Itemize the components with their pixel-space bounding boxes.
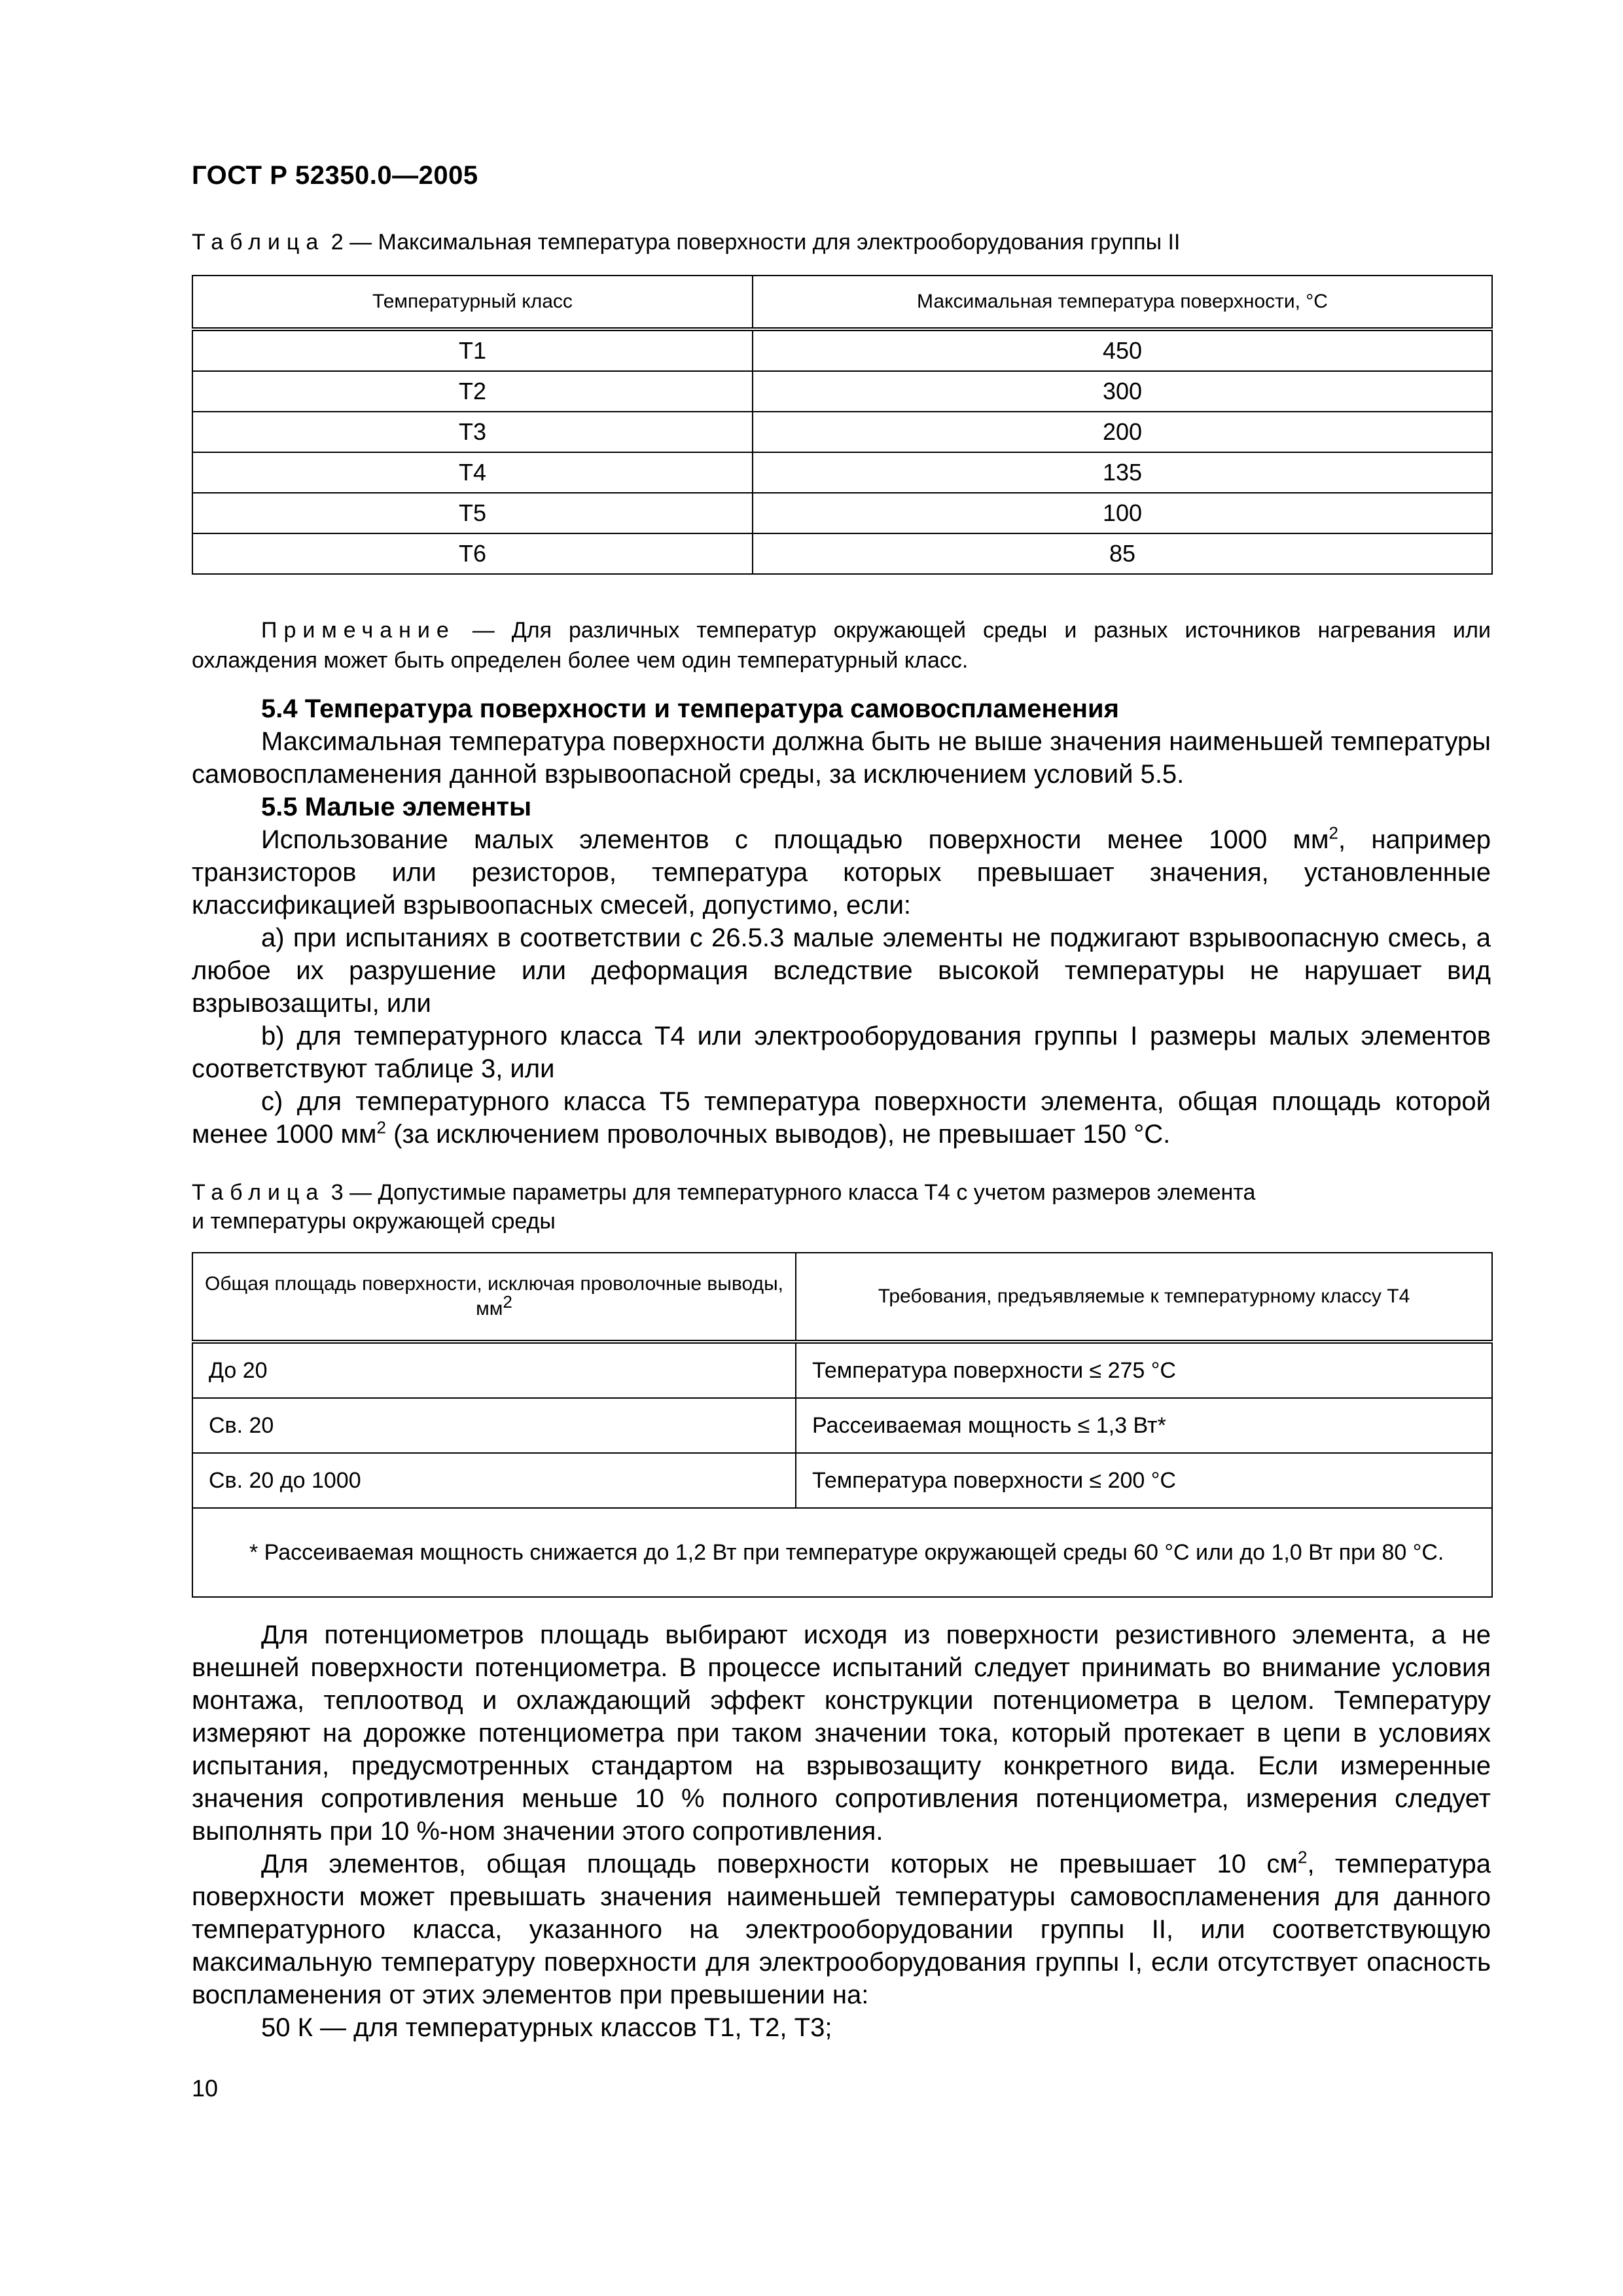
paragraph: Для потенциометров площадь выбирают исходя из поверхности резистивного элемента, а не внешней поверхности потенциометра. В процессе испытаний следует принимать во внимание условия монтажа, теплоотвод и охлаждающий эффект конструкции потенциометра в целом. Температуру измеряют на дорожке потенциометра при таком значении тока, который протекает в цепи в условиях испытания, предусмотренных стандартом на взрывозащиту конкретного вида. Если измеренные значения сопротивления меньше 10 % полного сопротивления потенциометра, измерения следует выполнять при 10 %-ном значении этого сопротивления. [192,1621,1491,1846]
table-row [192,533,1492,574]
note-word: Примечание [261,618,455,643]
table-cell: Т4 [192,452,753,493]
table-header-cell: Температурный класс [192,276,753,329]
table-row [192,371,1492,412]
table-3-caption-line-2: и температуры окружающей среды [192,1209,556,1234]
table-header-row [192,276,1492,329]
superscript: 2 [503,1292,512,1312]
table-cell: Температура поверхности ≤ 200 °С [796,1453,1492,1508]
table-3-caption-word: Таблица [192,1180,325,1205]
table-cell: Рассеиваемая мощность ≤ 1,3 Вт* [796,1398,1492,1453]
paragraph: 50 К — для температурных классов Т1, Т2, Т3; [261,2013,832,2042]
table-header-cell: Максимальная температура поверхности, °С [753,276,1492,329]
table-row [192,452,1492,493]
paragraph [192,1848,1491,2011]
table-cell: 85 [753,533,1492,574]
table-row [192,1398,1492,1453]
list-item-a: a) при испытаниях в соответствии с 26.5.3 малые элементы не поджигают взрывоопасную смесь, а любое их разрушение или деформация вследствие высокой температуры не нарушает вид взрывозащиты, или [192,924,1491,1018]
section-5-5-paragraph [192,823,1491,922]
table-cell: 300 [753,371,1492,412]
table-2-note [192,615,1491,675]
sections-5-4-5-5 [192,692,1491,1151]
table-row [192,329,1492,371]
table-cell: Т3 [192,412,753,452]
table-3-caption-text: 3 — Допустимые параметры для температурного класса Т4 с учетом размеров элемента [325,1180,1256,1205]
section-5-4-heading: 5.4 Температура поверхности и температура самовоспламенения [261,694,1119,723]
body-after-table-3 [192,1619,1491,2044]
header-text: Общая площадь поверхности, исключая проволочные выводы, мм [205,1273,783,1319]
list-item-c [192,1085,1491,1151]
table-cell: Т6 [192,533,753,574]
table-cell: 200 [753,412,1492,452]
note-text: — Для различных температур окружающей среды и разных источников нагревания или охлаждения может быть определен более чем один температурный класс. [192,618,1491,673]
table-3-caption [192,1178,1488,1236]
superscript: 2 [1329,823,1338,843]
table-3 [192,1252,1493,1598]
table-footnote-row [192,1508,1492,1597]
table-2-caption [192,228,1488,257]
table-row [192,1342,1492,1398]
table-header-row [192,1253,1492,1342]
table-cell: Т2 [192,371,753,412]
paragraph-text: Для элементов, общая площадь поверхности которых не превышает 10 см [261,1850,1298,1878]
superscript: 2 [1298,1847,1308,1867]
section-5-4-paragraph: Максимальная температура поверхности должна быть не выше значения наименьшей температуры самовоспламенения данной взрывоопасной среды, за исключением условий 5.5. [192,727,1491,789]
table-footnote [192,1508,1492,1597]
paragraph-text: , например транзисторов или резисторов, температура которых превышает значения, установленные классификацией взрывоопасных смесей, допустимо, если: [192,825,1491,920]
paragraph-text: (за исключением проволочных выводов), не превышает 150 °С. [386,1120,1171,1149]
superscript: 2 [376,1117,387,1138]
table-cell: 100 [753,493,1492,533]
table-cell: Т1 [192,329,753,371]
table-cell: Т5 [192,493,753,533]
paragraph-text: Использование малых элементов с площадью поверхности менее 1000 мм [261,825,1329,854]
table-row [192,412,1492,452]
table-2 [192,275,1493,575]
paragraph-text: c) для температурного класса Т5 температура поверхности элемента, общая площадь которой менее 1000 мм [192,1087,1491,1149]
table-cell: Св. 20 [192,1398,796,1453]
paragraph-text: , температура поверхности может превышать значения наименьшей температуры самовоспламенения для данного температурного класса, указанного на электрооборудовании группы II, или соответствующую максимальную температуру поверхности для электрооборудования группы I, если отсутствует опасность воспламенения от этих элементов при превышении на: [192,1850,1491,2009]
table-2-caption-text: 2 — Максимальная температура поверхности для электрооборудования группы II [325,230,1181,255]
table-cell: 135 [753,452,1492,493]
table-row [192,1453,1492,1508]
table-row [192,493,1492,533]
section-5-5-heading: 5.5 Малые элементы [261,793,532,821]
footnote-text: * Рассеиваемая мощность снижается до 1,2 Вт при температуре окружающей среды 60 °С или до 1,0 Вт при 80 °С. [249,1540,1444,1565]
table-cell: 450 [753,329,1492,371]
table-header-cell: Требования, предъявляемые к температурному классу Т4 [796,1253,1492,1342]
document-header: ГОСТ Р 52350.0—2005 [192,161,478,190]
list-item-b: b) для температурного класса Т4 или электрооборудования группы I размеры малых элементов соответствуют таблице 3, или [192,1022,1491,1083]
table-cell: До 20 [192,1342,796,1398]
table-2-caption-word: Таблица [192,230,325,255]
table-cell: Св. 20 до 1000 [192,1453,796,1508]
page-number: 10 [192,2075,219,2102]
table-header-cell [192,1253,796,1342]
table-cell: Температура поверхности ≤ 275 °С [796,1342,1492,1398]
